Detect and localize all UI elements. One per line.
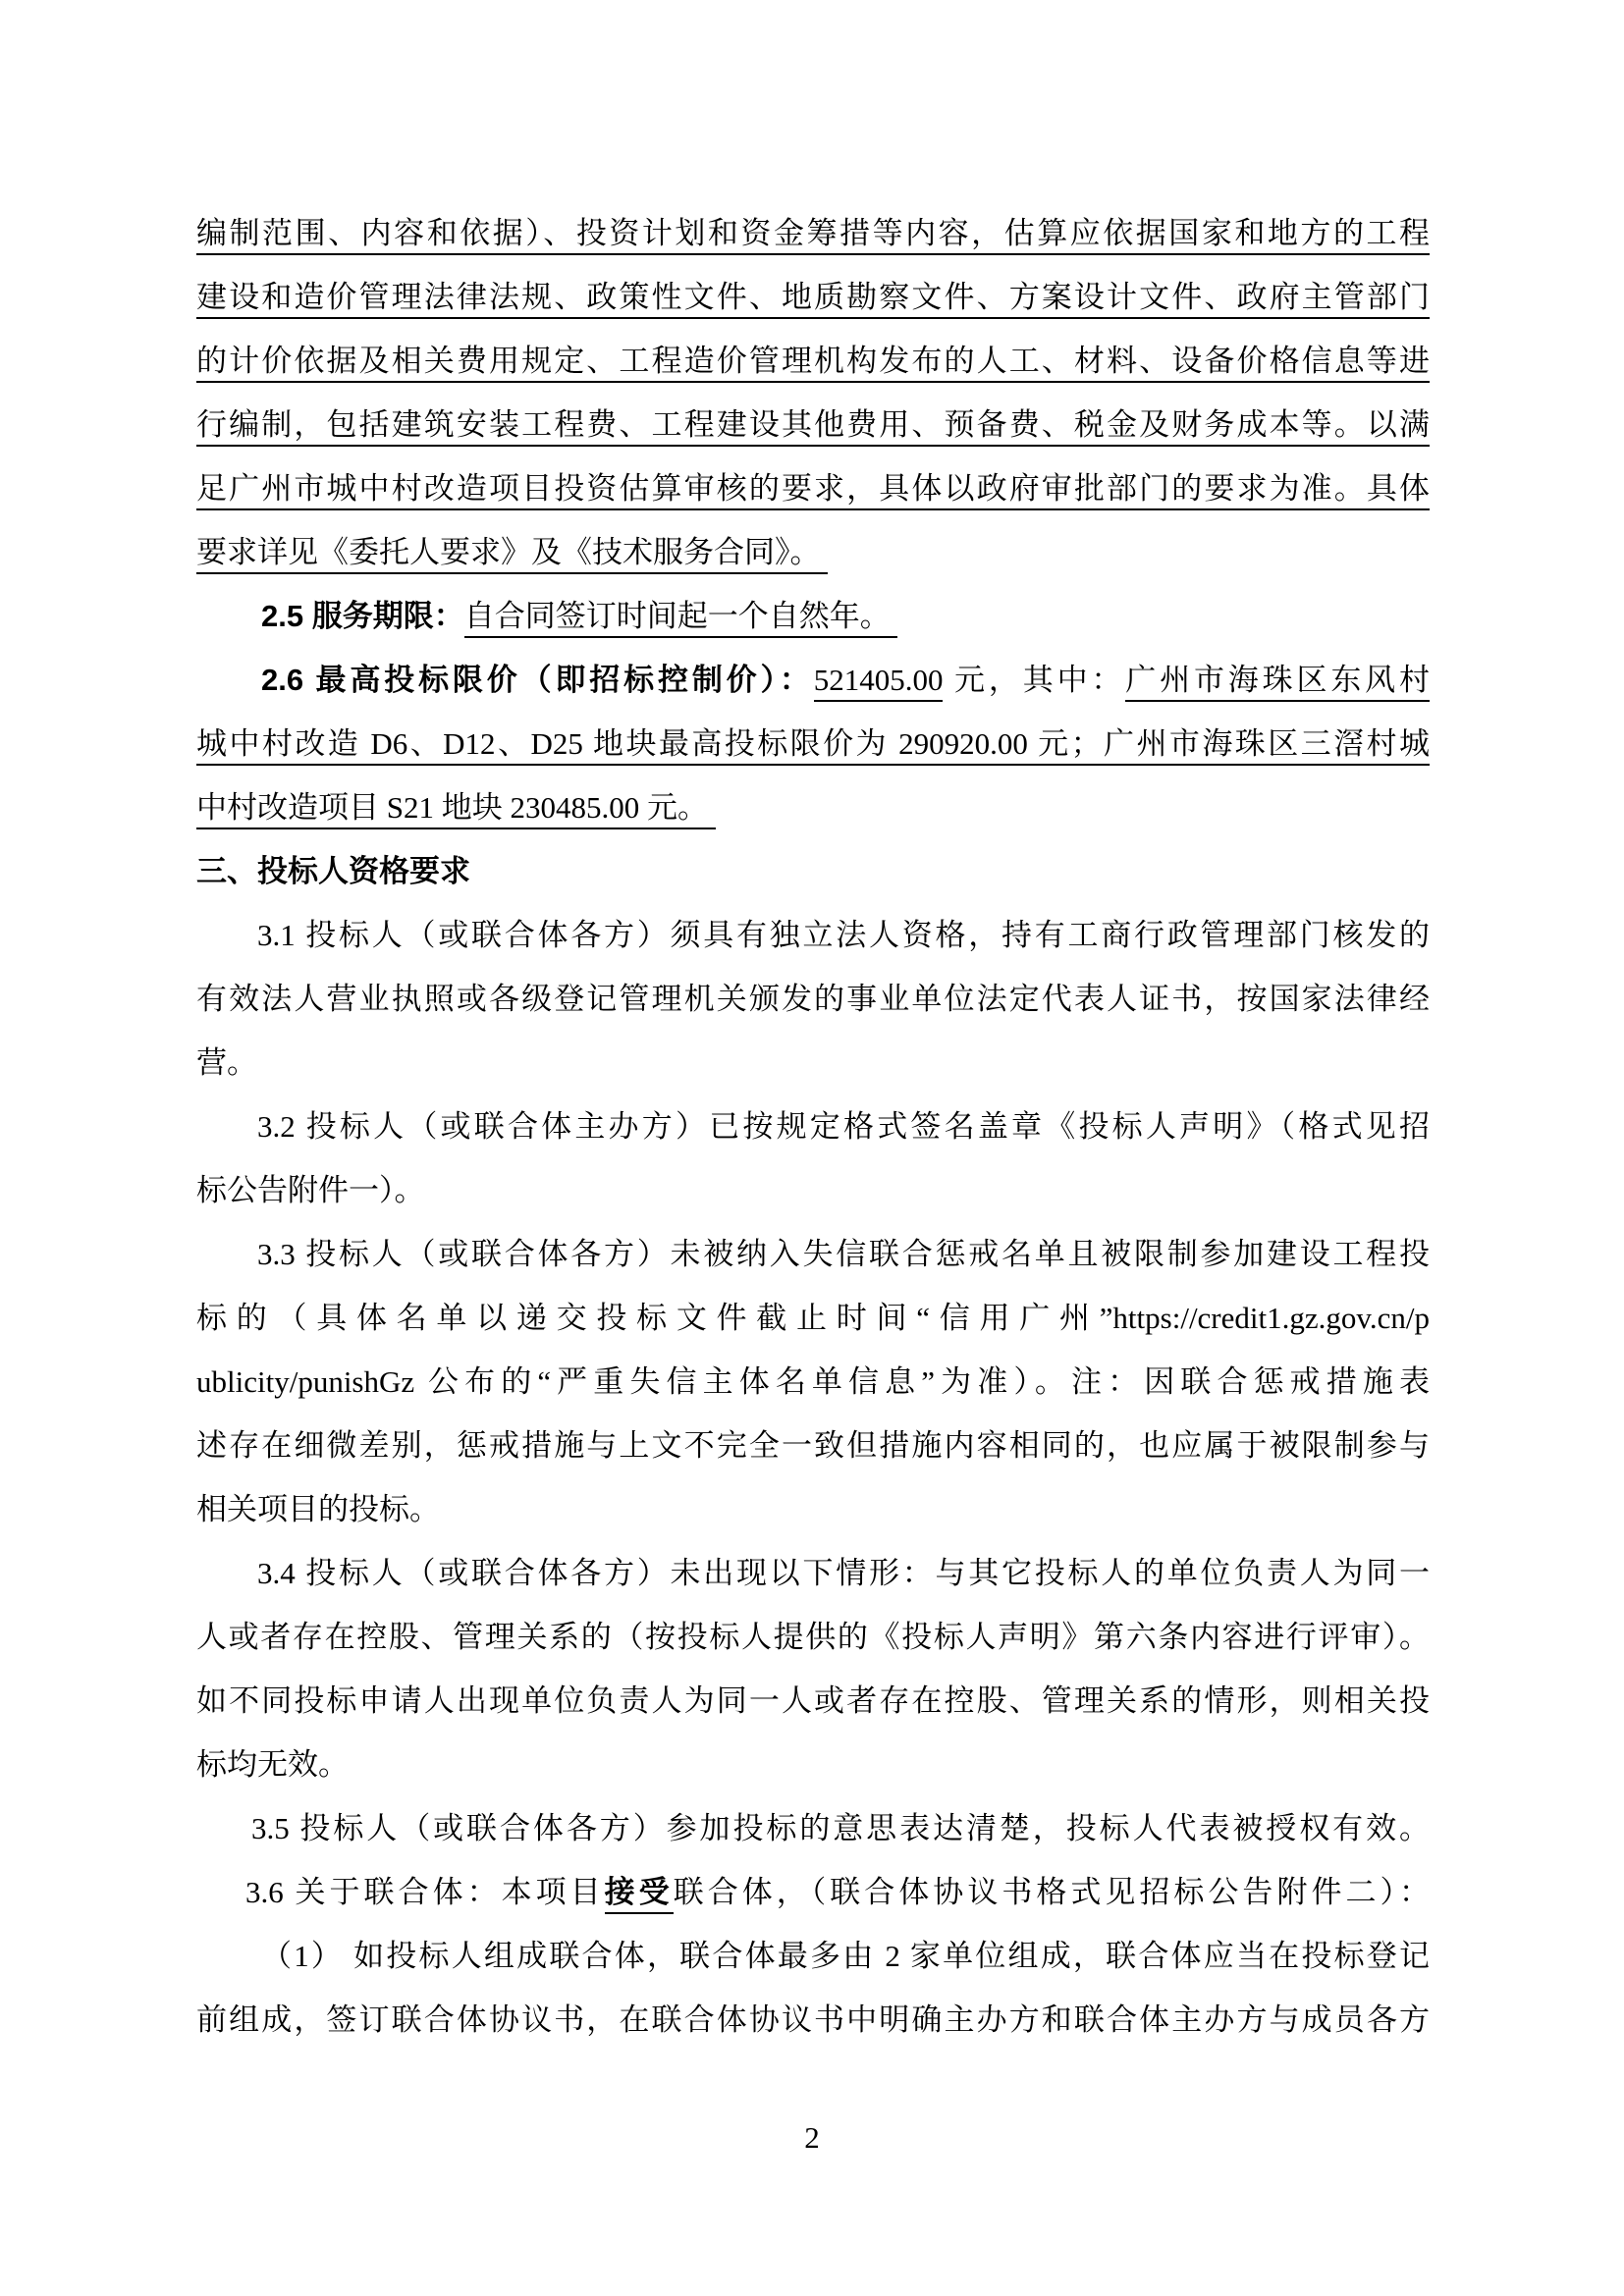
text-line (196, 775, 1430, 839)
underlined-text-run: 广州市海珠区东风村 (1125, 663, 1430, 702)
text-line (196, 1733, 1430, 1796)
text-line (196, 1669, 1430, 1733)
underlined-text-run: 建设和造价管理法律法规、政策性文件、地质勘察文件、方案设计文件、政府主管部门 (196, 280, 1430, 319)
text-line (196, 456, 1430, 520)
text-run: 联合体，（联合体协议书格式见招标公告附件二）： (673, 1875, 1431, 1909)
text-line (196, 712, 1430, 775)
document-body (196, 201, 1430, 2052)
text-line (196, 1605, 1430, 1669)
text-line (196, 520, 1430, 584)
text-line (196, 1924, 1430, 1988)
text-line (196, 265, 1430, 329)
text-line (196, 1031, 1430, 1095)
text-line (196, 329, 1430, 393)
text-run: 3.3 投标人（或联合体各方）未被纳入失信联合惩戒名单且被限制参加建设工程投 (257, 1237, 1430, 1271)
underlined-text-run: 的计价依据及相关费用规定、工程造价管理机构发布的人工、材料、设备价格信息等进 (196, 344, 1430, 383)
text-line (196, 1796, 1430, 1860)
text-run: 元，其中： (943, 663, 1126, 697)
underlined-text-run: 要求详见《委托人要求》及《技术服务合同》。 (196, 535, 828, 574)
underlined-text-run: 编制范围、内容和依据）、投资计划和资金筹措等内容，估算应依据国家和地方的工程 (196, 216, 1430, 255)
text-line (196, 967, 1430, 1031)
text-line (196, 1286, 1430, 1350)
text-line (196, 584, 1430, 648)
text-run: 3.2 投标人（或联合体主办方）已按规定格式签名盖章《投标人声明》（格式见招 (257, 1109, 1430, 1144)
text-line (196, 1095, 1430, 1158)
text-run: 标均无效。 (196, 1747, 349, 1782)
underlined-text-run: 行编制，包括建筑安装工程费、工程建设其他费用、预备费、税金及财务成本等。以满 (196, 407, 1430, 447)
text-run: 相关项目的投标。 (196, 1492, 440, 1526)
underlined-text-run: 自合同签订时间起一个自然年。 (464, 599, 898, 638)
bold-text-run: 三、投标人资格要求 (196, 854, 470, 888)
text-line (196, 1477, 1430, 1541)
text-run: 有效法人营业执照或各级登记管理机关颁发的事业单位法定代表人证书，按国家法律经 (196, 982, 1430, 1016)
text-line (196, 1414, 1430, 1477)
text-line (196, 201, 1430, 265)
text-run: 前组成，签订联合体协议书，在联合体协议书中明确主办方和联合体主办方与成员各方 (196, 2002, 1430, 2037)
underlined-text-run: 521405.00 (814, 663, 944, 702)
text-line (196, 839, 1430, 903)
underlined-text-run: 城中村改造 D6、D12、D25 地块最高投标限价为 290920.00 元；广州市海珠区三滘村城 (196, 726, 1430, 766)
text-run: （1） 如投标人组成联合体，联合体最多由 2 家单位组成，联合体应当在投标登记 (261, 1939, 1430, 1973)
text-run: ublicity/punishGz 公布的“严重失信主体名单信息”为准）。注：因联合惩戒措施表 (196, 1364, 1430, 1399)
text-line (196, 903, 1430, 967)
text-run: 3.4 投标人（或联合体各方）未出现以下情形：与其它投标人的单位负责人为同一 (257, 1556, 1430, 1590)
text-run: 3.6 关于联合体：本项目 (245, 1875, 605, 1909)
text-line (196, 1350, 1430, 1414)
page-number: 2 (804, 2120, 820, 2155)
text-run: 标公告附件一）。 (196, 1173, 425, 1207)
text-line (196, 1988, 1430, 2052)
text-run: 述存在细微差别，惩戒措施与上文不完全一致但措施内容相同的，也应属于被限制参与 (196, 1428, 1430, 1463)
text-run: 标的（具体名单以递交投标文件截止时间“信用广州”https://credit1.gz.gov.cn/p (196, 1301, 1430, 1335)
bold-text-run: 2.5 服务期限： (261, 599, 464, 633)
bold-text-run: 2.6 最高投标限价（即招标控制价）： (261, 663, 814, 697)
text-run: 如不同投标申请人出现单位负责人为同一人或者存在控股、管理关系的情形，则相关投 (196, 1683, 1430, 1718)
underlined-text-run: 中村改造项目 S21 地块 230485.00 元。 (196, 790, 716, 829)
text-run: 人或者存在控股、管理关系的（按投标人提供的《投标人声明》第六条内容进行评审）。 (196, 1620, 1430, 1654)
text-line (196, 393, 1430, 456)
text-line (196, 648, 1430, 712)
text-run: 营。 (196, 1045, 257, 1080)
underlined-text-run: 足广州市城中村改造项目投资估算审核的要求，具体以政府审批部门的要求为准。具体 (196, 471, 1430, 510)
text-run: 3.1 投标人（或联合体各方）须具有独立法人资格，持有工商行政管理部门核发的 (257, 918, 1430, 952)
text-line (196, 1541, 1430, 1605)
text-line (196, 1860, 1430, 1924)
text-line (196, 1222, 1430, 1286)
text-run: 3.5 投标人（或联合体各方）参加投标的意思表达清楚，投标人代表被授权有效。 (251, 1811, 1430, 1845)
bold-underlined-text-run: 接受 (605, 1875, 674, 1914)
text-line (196, 1158, 1430, 1222)
